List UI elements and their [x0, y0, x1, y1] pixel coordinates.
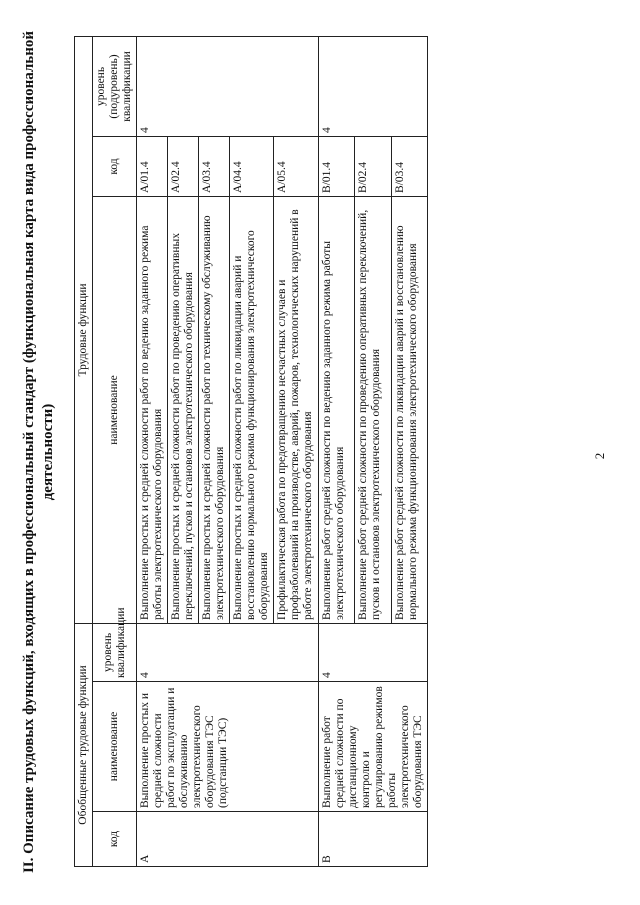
- group-level: 4: [319, 623, 428, 681]
- group-code: A: [137, 812, 319, 867]
- function-name: Выполнение работ средней сложности по ведению заданного режима работы электротехнического оборудования: [319, 196, 355, 623]
- function-code: A/02.4: [168, 136, 199, 196]
- group-name: Выполнение работ средней сложности по дистанционному контролю и регулированию режимов работы электротехнического оборудования ТЭС: [319, 682, 428, 812]
- function-name: Выполнение простых и средней сложности работ по проведению оперативных переключений, пусков и остановов электротехнического оборудования: [168, 196, 199, 623]
- header-function-name: наименование: [93, 196, 137, 623]
- header-level: уровень квалификации: [93, 623, 137, 681]
- header-labor-functions: Трудовые функции: [75, 36, 93, 623]
- function-name: Выполнение работ средней сложности по проведению оперативных переключений, пусков и остановов электротехнического оборудования: [355, 196, 391, 623]
- function-code: A/04.4: [230, 136, 274, 196]
- functional-map-table: [74, 36, 428, 867]
- group-name: Выполнение простых и средней сложности работ по эксплуатации и обслуживанию электротехнического оборудования ТЭС (подстанции ТЭС): [137, 682, 319, 812]
- function-level: 4: [137, 36, 319, 136]
- header-sublevel: уровень (подуровень) квалификации: [93, 36, 137, 136]
- table-row: [137, 36, 168, 866]
- function-code: B/02.4: [355, 136, 391, 196]
- header-name: наименование: [93, 682, 137, 812]
- function-code: A/01.4: [137, 136, 168, 196]
- function-name: Выполнение работ средней сложности по ликвидации аварий и восстановлению нормального режима функционирования электротехнического оборудования: [391, 196, 427, 623]
- header-row-columns: [93, 36, 137, 866]
- page-number: 2: [592, 452, 607, 460]
- header-generalized-functions: Обобщенные трудовые функции: [75, 623, 93, 866]
- group-code: B: [319, 812, 428, 867]
- table-row: [319, 36, 355, 866]
- function-name: Выполнение простых и средней сложности работ по ведению заданного режима работы электротехнического оборудования: [137, 196, 168, 623]
- function-code: B/01.4: [319, 136, 355, 196]
- function-name: Выполнение простых и средней сложности работ по ликвидации аварий и восстановлению нормального режима функционирования электротехнического оборудования: [230, 196, 274, 623]
- header-row-groups: [75, 36, 93, 866]
- function-code: B/03.4: [391, 136, 427, 196]
- group-level: 4: [137, 623, 319, 681]
- function-code: A/03.4: [199, 136, 230, 196]
- header-code: код: [93, 812, 137, 867]
- function-name: Профилактическая работа по предотвращению несчастных случаев и профзаболеваний на производстве, аварий, пожаров, технологических нарушений в работе электротехнического оборудования: [274, 196, 319, 623]
- function-name: Выполнение простых и средней сложности работ по техническому обслуживанию электротехнического оборудования: [199, 196, 230, 623]
- function-level: 4: [319, 36, 428, 136]
- rotated-page-content: [20, 22, 620, 882]
- function-code: A/05.4: [274, 136, 319, 196]
- section-heading: II. Описание трудовых функций, входящих в профессиональный стандарт (функциональная карта вида профессиональной деятельности): [21, 30, 56, 874]
- header-function-code: код: [93, 136, 137, 196]
